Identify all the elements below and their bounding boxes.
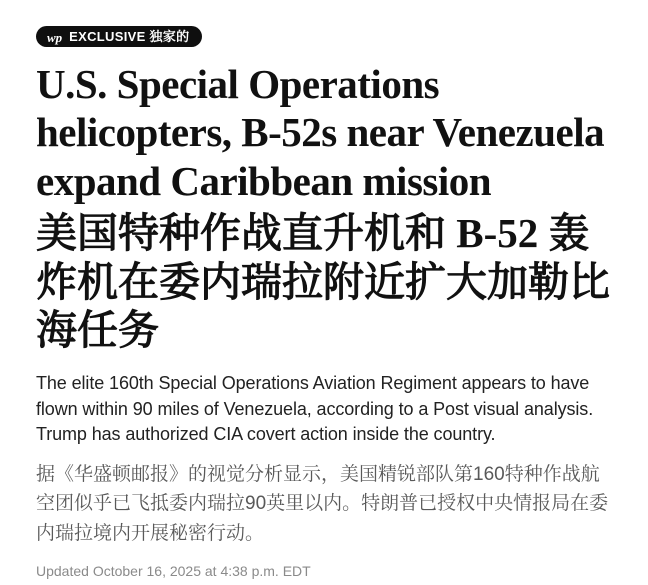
subtitle-chinese: 据《华盛顿邮报》的视觉分析显示，美国精锐部队第160特种作战航空团似乎已飞抵委内瑞拉90英里以内。特朗普已授权中央情报局在委内瑞拉境内开展秘密行动。 — [36, 463, 609, 544]
exclusive-badge — [36, 26, 202, 47]
subtitle-english: The elite 160th Special Operations Aviation Regiment appears to have flown within 90 miles of Venezuela, according to a Post visual analysis. Trump has authorized CIA covert action inside the country. — [36, 373, 594, 445]
headline-chinese: 美国特种作战直升机和 B-52 轰炸机在委内瑞拉附近扩大加勒比海任务 — [36, 210, 610, 353]
exclusive-badge-label: EXCLUSIVE 独家的 — [69, 29, 190, 44]
wp-logo-icon: wp — [47, 30, 63, 45]
headline-english: U.S. Special Operations helicopters, B-52s near Venezuela expand Caribbean mission — [36, 61, 605, 204]
updated-timestamp: Updated October 16, 2025 at 4:38 p.m. EDT — [36, 563, 311, 580]
